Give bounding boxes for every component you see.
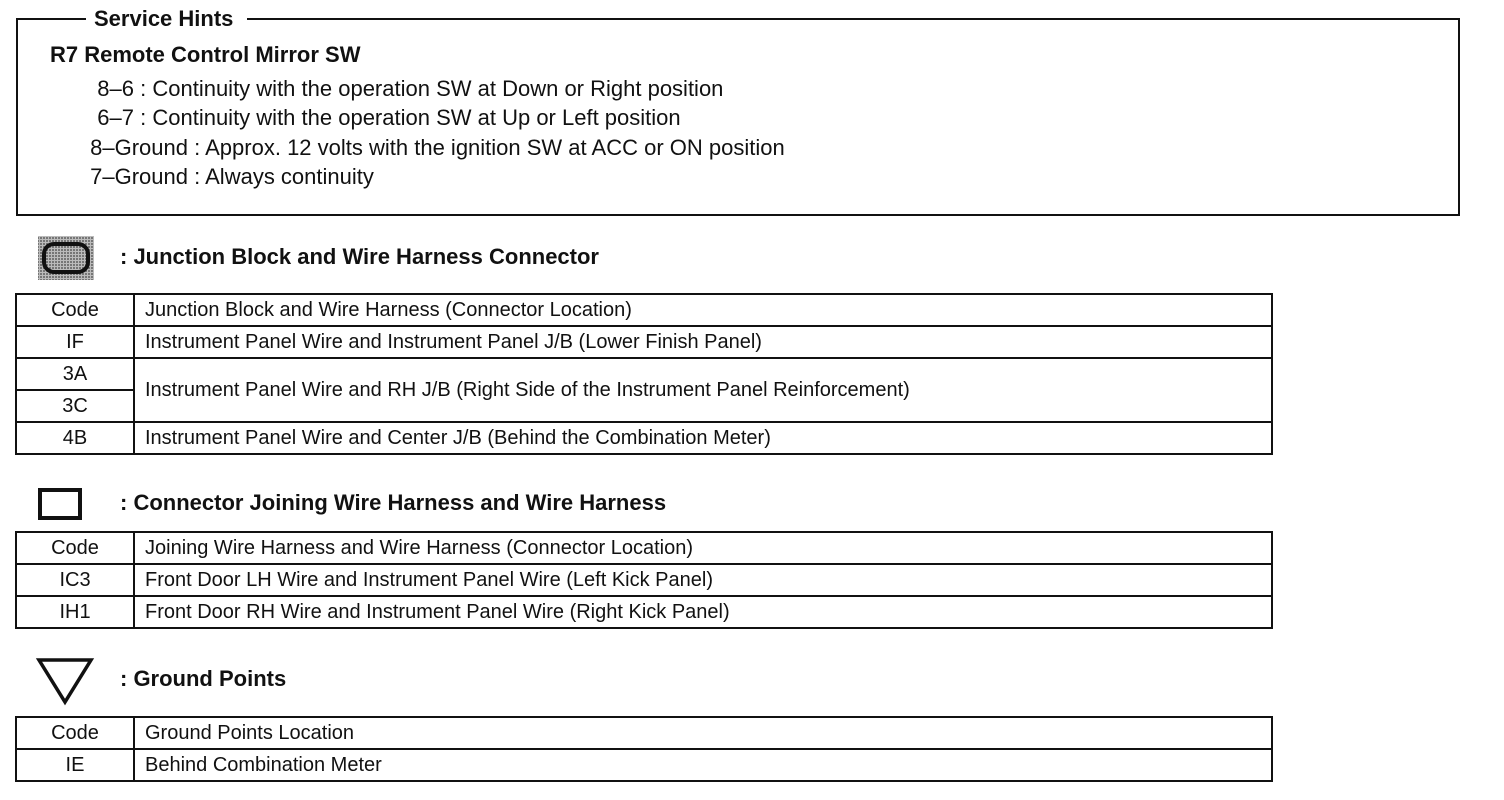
connector-table [15, 531, 1273, 629]
junction-table [15, 293, 1273, 455]
code-cell: IC3 [16, 564, 134, 596]
ground-triangle-icon [34, 656, 100, 706]
hint-text: : Approx. 12 volts with the ignition SW at ACC or ON position [194, 135, 785, 160]
ground-section-title: : Ground Points [120, 666, 287, 691]
table-header-row [16, 717, 1272, 749]
table-row [16, 564, 1272, 596]
code-cell: 3C [16, 390, 134, 422]
table-header-row [16, 294, 1272, 326]
location-cell: Instrument Panel Wire and Instrument Panel J/B (Lower Finish Panel) [134, 326, 1272, 358]
connector-section-heading [34, 480, 834, 530]
hint-text: : Continuity with the operation SW at Up or Left position [140, 105, 681, 130]
code-header: Code [16, 532, 134, 564]
hint-text: : Always continuity [194, 164, 374, 189]
hint-row [60, 135, 785, 161]
junction-block-icon [34, 234, 100, 284]
table-row [16, 596, 1272, 628]
table-header-row [16, 532, 1272, 564]
connector-section-title: : Connector Joining Wire Harness and Wire Harness [120, 490, 667, 515]
connector-rectangle-icon [34, 480, 100, 530]
code-cell: IF [16, 326, 134, 358]
junction-section-title: : Junction Block and Wire Harness Connector [120, 244, 599, 269]
location-cell: Front Door LH Wire and Instrument Panel Wire (Left Kick Panel) [134, 564, 1272, 596]
junction-section-heading [34, 234, 834, 284]
table-row [16, 358, 1272, 390]
table-row [16, 326, 1272, 358]
location-header: Ground Points Location [134, 717, 1272, 749]
location-header: Junction Block and Wire Harness (Connector Location) [134, 294, 1272, 326]
service-hints-legend: Service Hints [86, 5, 247, 33]
hint-row [60, 105, 681, 131]
location-cell: Instrument Panel Wire and Center J/B (Behind the Combination Meter) [134, 422, 1272, 454]
hint-text: : Continuity with the operation SW at Down or Right position [140, 76, 724, 101]
code-cell: 3A [16, 358, 134, 390]
table-row [16, 749, 1272, 781]
hint-row [60, 164, 374, 190]
code-cell: 4B [16, 422, 134, 454]
code-cell: IH1 [16, 596, 134, 628]
hint-terminal: 6–7 [97, 105, 134, 130]
hint-terminal: 8–Ground [90, 135, 188, 160]
ground-table [15, 716, 1273, 782]
ground-section-heading [34, 656, 834, 706]
location-cell: Front Door RH Wire and Instrument Panel Wire (Right Kick Panel) [134, 596, 1272, 628]
hint-terminal: 7–Ground [90, 164, 188, 189]
location-cell: Behind Combination Meter [134, 749, 1272, 781]
code-header: Code [16, 294, 134, 326]
location-header: Joining Wire Harness and Wire Harness (Connector Location) [134, 532, 1272, 564]
code-header: Code [16, 717, 134, 749]
code-cell: IE [16, 749, 134, 781]
location-cell: Instrument Panel Wire and RH J/B (Right Side of the Instrument Panel Reinforcement) [134, 358, 1272, 422]
hint-terminal: 8–6 [97, 76, 134, 101]
hint-row [60, 76, 723, 102]
table-row [16, 422, 1272, 454]
component-heading: R7 Remote Control Mirror SW [50, 42, 361, 67]
